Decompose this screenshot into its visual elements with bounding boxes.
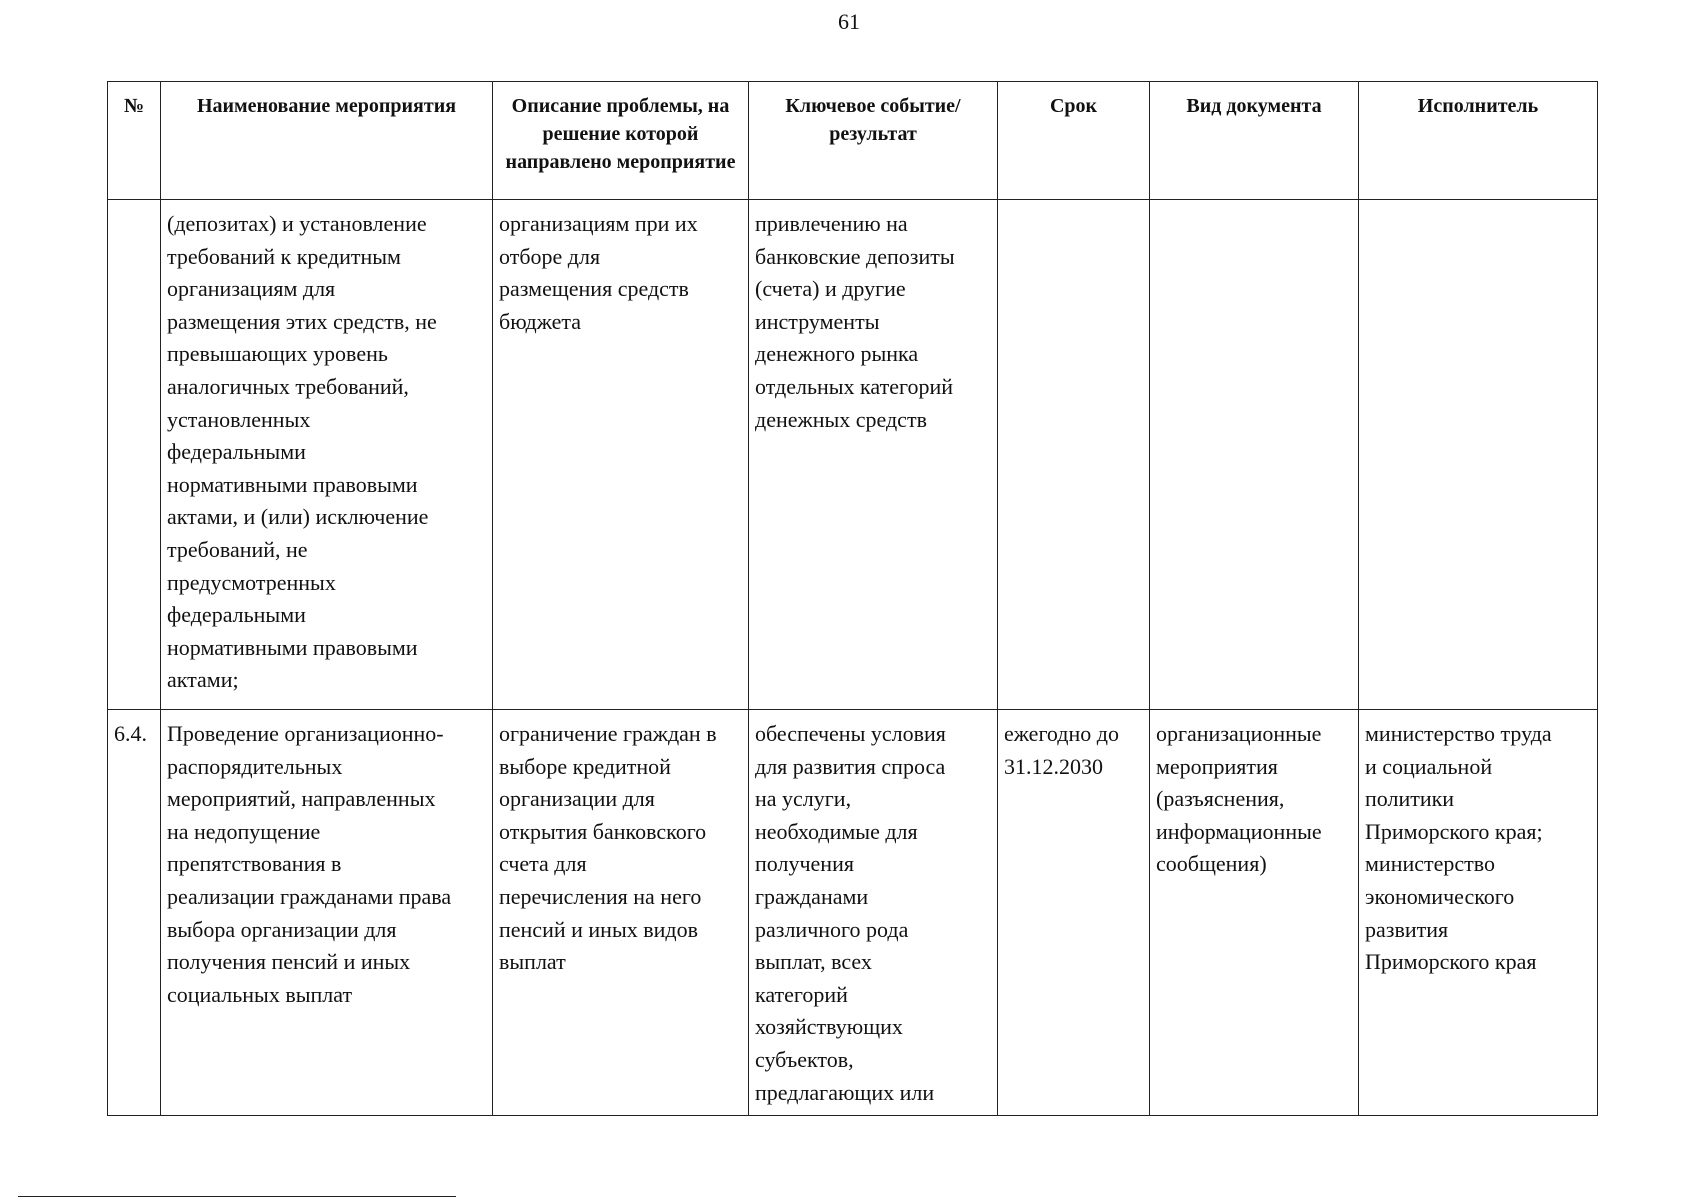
row-number bbox=[108, 200, 161, 710]
executor bbox=[1359, 200, 1598, 710]
executor: министерство труда и социальной политики Приморского края; министерство экономического развития Приморского края bbox=[1359, 710, 1598, 1116]
table-header-row bbox=[108, 82, 1598, 200]
document-type: организационные мероприятия (разъяснения, информационные сообщения) bbox=[1150, 710, 1359, 1116]
term bbox=[998, 200, 1150, 710]
footnote-separator bbox=[18, 1196, 456, 1197]
key-result: привлечению на банковские депозиты (счета) и другие инструменты денежного рынка отдельных категорий денежных средств bbox=[749, 200, 998, 710]
header-measure-name: Наименование мероприятия bbox=[161, 82, 493, 200]
measure-name: (депозитах) и установление требований к кредитным организациям для размещения этих средств, не превышающих уровень аналогичных требований, установленных федеральными нормативными правовыми актами, и (или) исключение требований, не предусмотренных федеральными нормативными правовыми актами; bbox=[161, 200, 493, 710]
problem-description: организациям при их отборе для размещения средств бюджета bbox=[493, 200, 749, 710]
header-number: № bbox=[108, 82, 161, 200]
header-document-type: Вид документа bbox=[1150, 82, 1359, 200]
header-executor: Исполнитель bbox=[1359, 82, 1598, 200]
row-number: 6.4. bbox=[108, 710, 161, 1116]
term: ежегодно до 31.12.2030 bbox=[998, 710, 1150, 1116]
header-term: Срок bbox=[998, 82, 1150, 200]
document-type bbox=[1150, 200, 1359, 710]
key-result: обеспечены условия для развития спроса на услуги, необходимые для получения гражданами различного рода выплат, всех категорий хозяйствующих субъектов, предлагающих или bbox=[749, 710, 998, 1116]
header-problem-description: Описание проблемы, на решение которой направлено мероприятие bbox=[493, 82, 749, 200]
measure-name: Проведение организационно- распорядительных мероприятий, направленных на недопущение препятствования в реализации гражданами права выбора организации для получения пенсий и иных социальных выплат bbox=[161, 710, 493, 1116]
table-row bbox=[108, 200, 1598, 710]
measures-table bbox=[107, 81, 1598, 1116]
problem-description: ограничение граждан в выборе кредитной организации для открытия банковского счета для перечисления на него пенсий и иных видов выплат bbox=[493, 710, 749, 1116]
page-number: 61 bbox=[838, 9, 860, 34]
table-row bbox=[108, 710, 1598, 1116]
header-key-result: Ключевое событие/результат bbox=[749, 82, 998, 200]
